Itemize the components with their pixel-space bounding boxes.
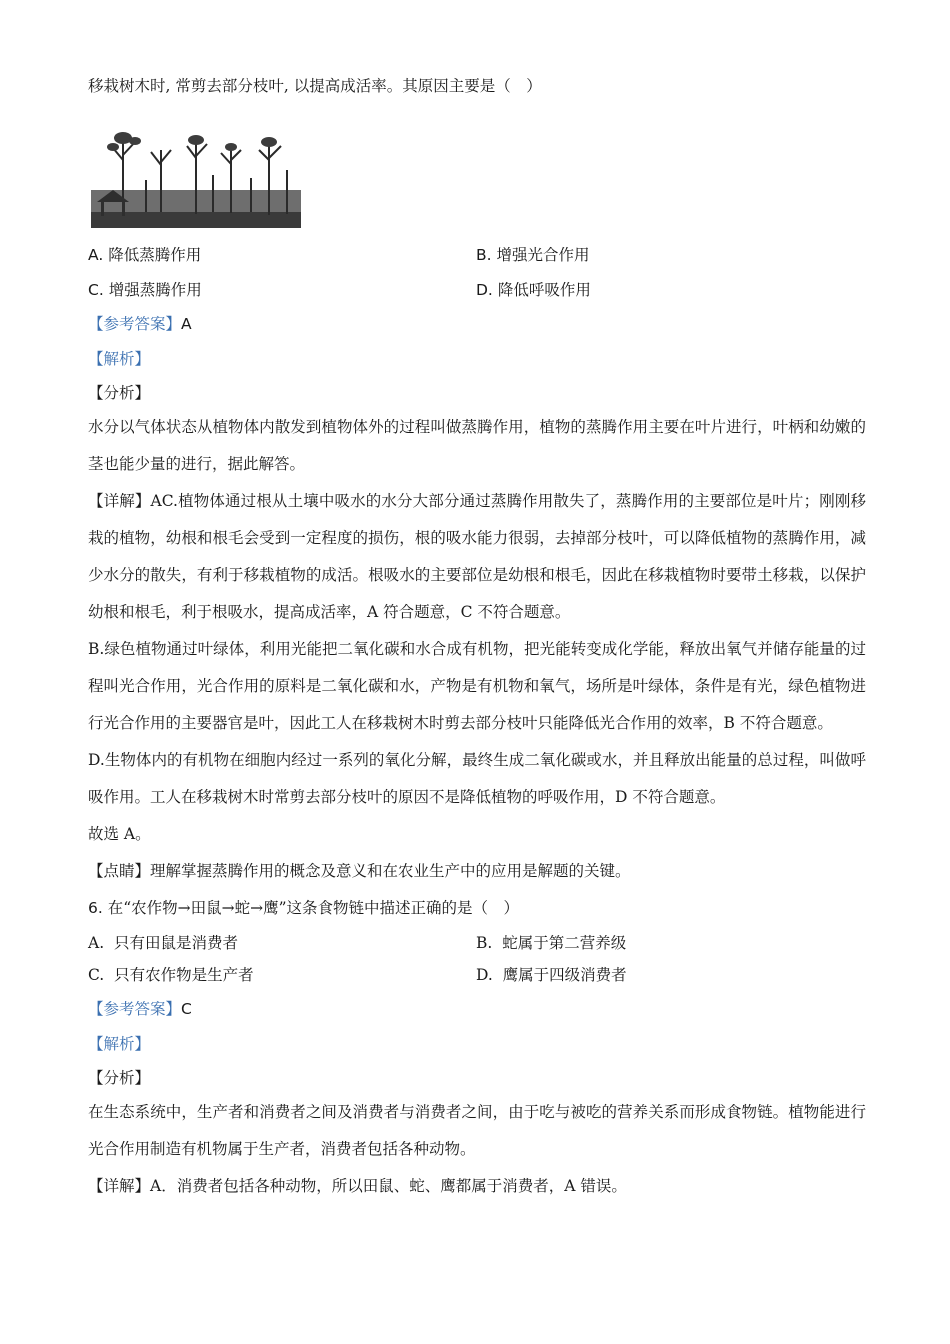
q6-options-row-1 — [88, 933, 866, 953]
q6-jiexi: 【解析】 — [88, 1035, 151, 1053]
q6-detail-a: 【详解】A．消费者包括各种动物，所以田鼠、蛇、鹰都属于消费者，A 错误。 — [88, 1177, 627, 1195]
q5-detail-d: D.生物体内的有机物在细胞内经过一系列的氧化分解，最终生成二氧化碳或水，并且释放出能量的总过程，叫做呼吸作用。工人在移栽树木时常剪去部分枝叶的原因不是降低植物的呼吸作用，D 不符合题意。 — [88, 751, 866, 806]
q6-fenxi: 在生态系统中，生产者和消费者之间及消费者与消费者之间，由于吃与被吃的营养关系而形成食物链。植物能进行光合作用制造有机物属于生产者，消费者包括各种动物。 — [88, 1103, 866, 1158]
q5-detail-ac: 【详解】AC.植物体通过根从土壤中吸水的水分大部分通过蒸腾作用散失了，蒸腾作用的主要部位是叶片；刚刚移栽的植物，幼根和根毛会受到一定程度的损伤，根的吸水能力很弱，去掉部分枝叶，可以降低植物的蒸腾作用，减少水分的散失，有利于移栽植物的成活。根吸水的主要部位是幼根和根毛，因此在移栽植物时要带土移栽，以保护幼根和根毛，利于根吸水，提高成活率，A 符合题意，C 不符合题意。 — [88, 492, 866, 621]
q5-options-row-1 — [88, 245, 866, 265]
q5-option-c: C. 增强蒸腾作用 — [88, 281, 202, 299]
q5-detail-b: B.绿色植物通过叶绿体，利用光能把二氧化碳和水合成有机物，把光能转变成化学能，释放出氧气并储存能量的过程叫光合作用，光合作用的原料是二氧化碳和水，产物是有机物和氧气，场所是叶绿体，条件是有光，绿色植物进行光合作用的主要器官是叶，因此工人在移栽树木时剪去部分枝叶只能降低光合作用的效率，B 不符合题意。 — [88, 640, 866, 732]
q6-answer: 【参考答案】C — [88, 1000, 192, 1018]
q6-options-row-2 — [88, 965, 866, 985]
q5-options-row-2 — [88, 280, 866, 300]
q6-option-c: C. 只有农作物是生产者 — [88, 966, 254, 984]
q5-option-b: B. 增强光合作用 — [476, 246, 590, 264]
q5-jiexi: 【解析】 — [88, 350, 151, 368]
q5-fenxi-label: 【分析】 — [88, 384, 151, 402]
q5-answer: 【参考答案】A — [88, 315, 192, 333]
document-page — [88, 76, 866, 1205]
q6-fenxi-label: 【分析】 — [88, 1069, 151, 1087]
q5-dianjing: 【点睛】理解掌握蒸腾作用的概念及意义和在农业生产中的应用是解题的关键。 — [88, 862, 631, 880]
q6-option-b: B. 蛇属于第二营养级 — [476, 934, 627, 952]
q5-option-a: A. 降低蒸腾作用 — [88, 246, 202, 264]
q6-option-a: A. 只有田鼠是消费者 — [88, 934, 238, 952]
transplanted-trees-photo — [91, 120, 301, 228]
q5-fenxi: 水分以气体状态从植物体内散发到植物体外的过程叫做蒸腾作用，植物的蒸腾作用主要在叶片进行，叶柄和幼嫩的茎也能少量的进行，据此解答。 — [88, 418, 866, 473]
q5-stem: 移栽树木时, 常剪去部分枝叶, 以提高成活率。其原因主要是（ ） — [88, 77, 542, 95]
q5-conclusion: 故选 A。 — [88, 825, 151, 843]
q5-option-d: D. 降低呼吸作用 — [476, 281, 591, 299]
q6-option-d: D. 鹰属于四级消费者 — [476, 966, 627, 984]
q6-stem: 6. 在“农作物→田鼠→蛇→鹰”这条食物链中描述正确的是（ ） — [88, 899, 520, 917]
